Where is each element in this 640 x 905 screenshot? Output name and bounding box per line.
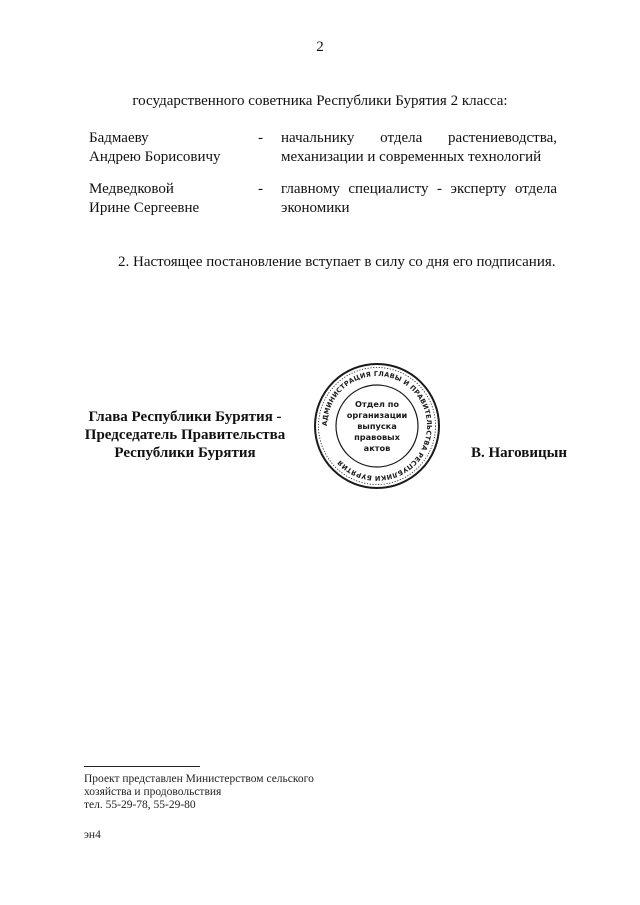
seal-center-line2: организации (346, 410, 408, 420)
person-2-dash: - (258, 181, 263, 197)
seal-center-line1: Отдел по (355, 399, 399, 409)
person-1-position: начальнику отдела растениеводства, механизации и современных технологий (281, 130, 557, 165)
signatory-name: В. Наговицын (471, 445, 567, 461)
person-1-dash: - (258, 130, 263, 146)
signatory-title-line1: Глава Республики Бурятия - (88, 409, 282, 425)
seal-center-line3: выпуска (357, 421, 397, 431)
footnote-divider (84, 766, 200, 767)
signatory-title (80, 408, 290, 462)
signatory-title-line3: Республики Бурятия (114, 445, 256, 461)
person-2-name-line2: Ирине Сергеевне (89, 200, 200, 216)
footnote-line2: хозяйства и продовольствия (84, 786, 222, 798)
person-2-name-line1: Медведковой (89, 181, 174, 197)
paragraph-2: 2. Настоящее постановление вступает в силу со дня его подписания. (118, 254, 556, 270)
footnote-line3: тел. 55-29-78, 55-29-80 (84, 799, 196, 811)
seal-center-line5: актов (363, 443, 391, 453)
person-2-position: главному специалисту - эксперту отдела экономики (281, 181, 557, 216)
intro-line: государственного советника Республики Бурятия 2 класса: (132, 93, 508, 109)
signatory-title-line2: Председатель Правительства (84, 427, 286, 443)
person-1-name-line1: Бадмаеву (89, 130, 149, 146)
document-code-mark: эн4 (84, 829, 101, 841)
seal-ring-text: АДМИНИСТРАЦИЯ ГЛАВЫ И ПРАВИТЕЛЬСТВА РЕСПУБЛИКИ БУРЯТИЯ (320, 369, 434, 483)
person-1-name-line2: Андрею Борисовичу (89, 149, 221, 165)
page-number: 2 (316, 39, 324, 55)
footnote (84, 773, 384, 812)
seal-center-line4: правовых (354, 432, 400, 442)
footnote-line1: Проект представлен Министерством сельского (84, 773, 314, 785)
official-seal (313, 362, 441, 490)
